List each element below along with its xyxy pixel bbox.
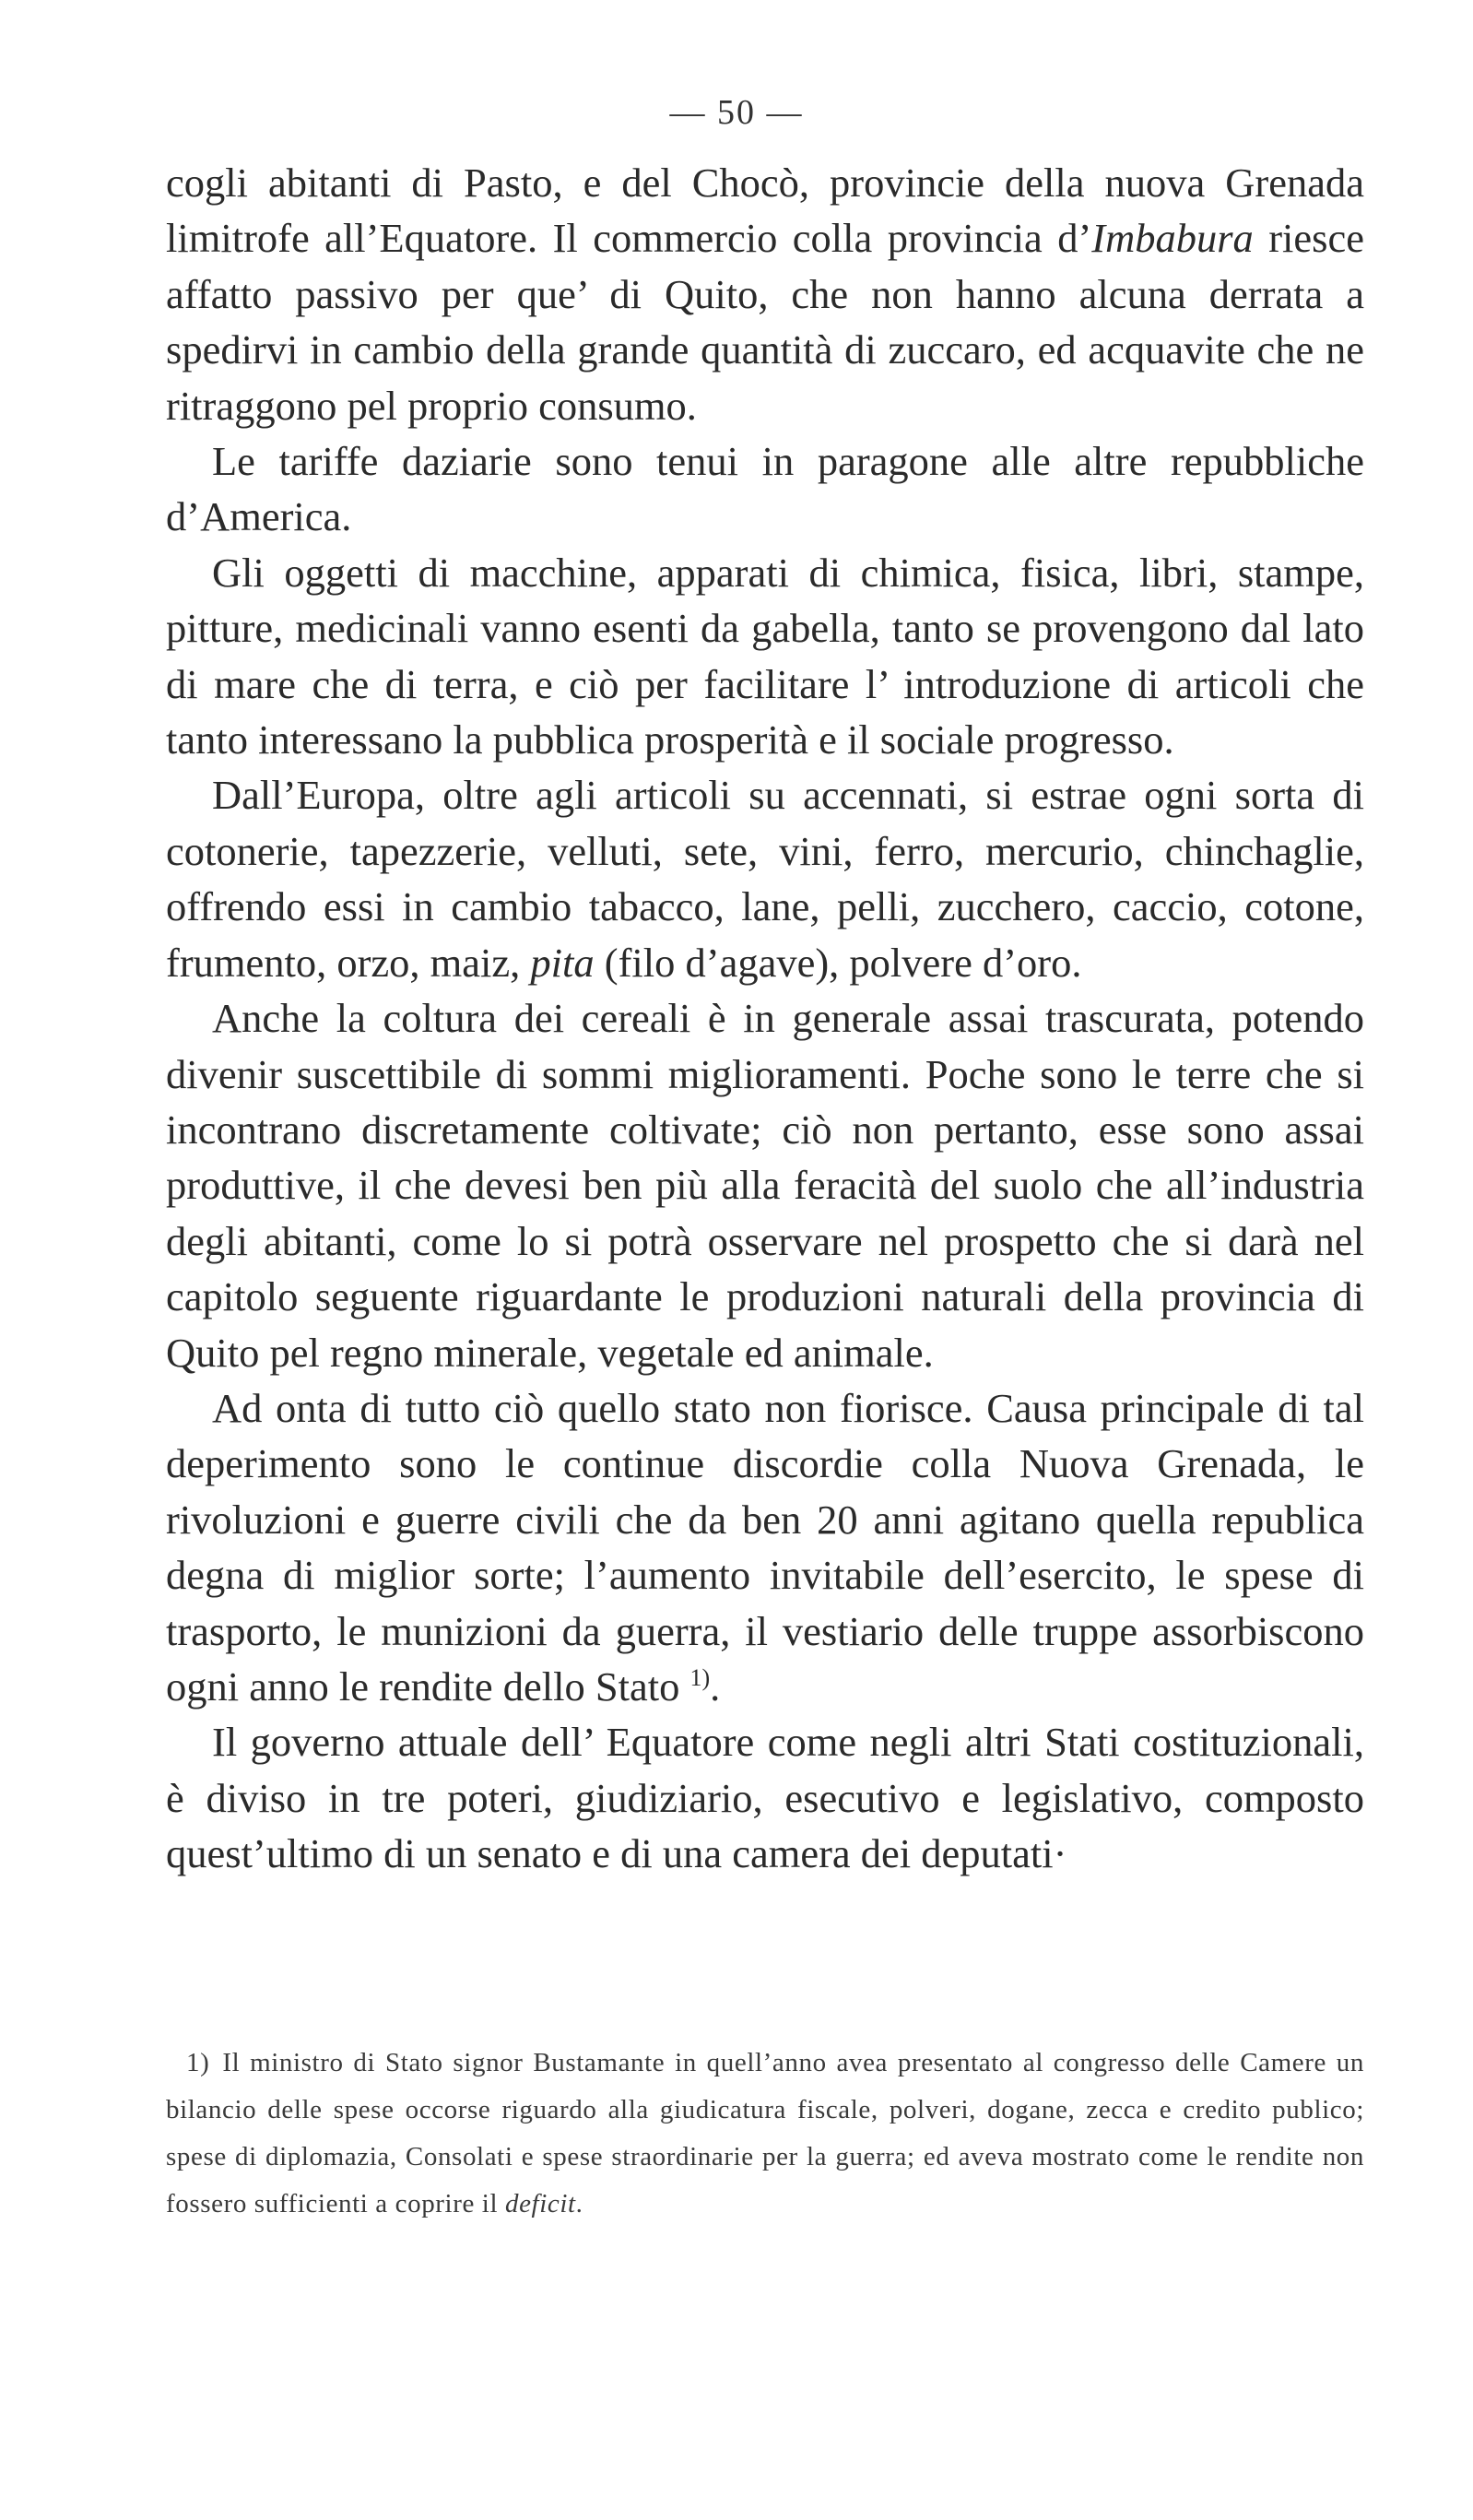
footnote: 1) Il ministro di Stato signor Bustamante in quell’anno avea presentato al congresso delle Camere un bilancio delle spese occorse riguardo alla giudicatura fiscale, polveri, dogane, zecca e credito publico; spese di diplomazia, Consolati e spese straordinarie per la guerra; ed aveva mostrato come le rendite non fossero sufficienti a coprire il deficit. [166, 2048, 1364, 2218]
paragraph: Ad onta di tutto ciò quello stato non fiorisce. Causa principale di tal deperimento sono le continue discordie colla Nuova Grenada, le rivoluzioni e guerre civili che da ben 20 anni agitano quella republica degna di miglior sorte; l’aumento invitabile dell’esercito, le spese di trasporto, le munizioni da guerra, il vestiario delle truppe assorbiscono ogni anno le rendite dello Stato $^{1)}$. [166, 1384, 1364, 1710]
paragraph: Il governo attuale dell’ Equatore come negli altri Stati costituzionali, è diviso in tre poteri, giudiziario, esecutivo e legislativo, composto quest’ultimo di un senato e di una camera dei deputati· [166, 1719, 1364, 1877]
paragraph: Anche la coltura dei cereali è in generale assai trascurata, potendo divenir suscettibile di sommi miglioramenti. Poche sono le terre che si incontrano discretamente coltivate; ciò non pertanto, esse sono assai produttive, il che devesi ben più alla feracità del suolo che all’industria degli abitanti, come lo si potrà osservare nel prospetto che si darà nel capitolo seguente riguardante le produzioni naturali della provincia di Quito pel regno minerale, vegetale ed animale. [166, 995, 1364, 1376]
paragraph: Gli oggetti di macchine, apparati di chimica, fisica, libri, stampe, pitture, medicinali vanno esenti da gabella, tanto se provengono dal lato di mare che di terra, e ciò per facilitare l’ introduzione di articoli che tanto interessano la pubblica prosperità e il sociale progresso. [166, 549, 1364, 763]
paragraph: cogli abitanti di Pasto, e del Chocò, provincie della nuova Grenada limitrofe all’Equatore. Il commercio colla provincia d’Imbabura riesce affatto passivo per que’ di Quito, che non hanno alcuna derrata a spedirvi in cambio della grande quantità di zuccaro, ed acquavite che ne ritraggono pel proprio consumo. [166, 160, 1364, 429]
body-text [166, 155, 1364, 1882]
footnote-marker: 1) [186, 2048, 210, 2077]
italic-term: pita [530, 939, 595, 986]
italic-place-name: Imbabura [1091, 215, 1254, 262]
italic-term: deficit [504, 2189, 576, 2218]
footnote-reference[interactable]: 1) [689, 1664, 711, 1692]
paragraph: Dall’Europa, oltre agli articoli su accennati, si estrae ogni sorta di cotonerie, tapezzerie, velluti, sete, vini, ferro, mercurio, chinchaglie, offrendo essi in cambio tabacco, lane, pelli, zucchero, caccio, cotone, frumento, orzo, maiz, pita (filo d’agave), polvere d’oro. [166, 772, 1364, 986]
page-number: — 50 — [669, 93, 804, 132]
paragraph: Le tariffe daziarie sono tenui in paragone alle altre repubbliche d’America. [166, 438, 1364, 540]
